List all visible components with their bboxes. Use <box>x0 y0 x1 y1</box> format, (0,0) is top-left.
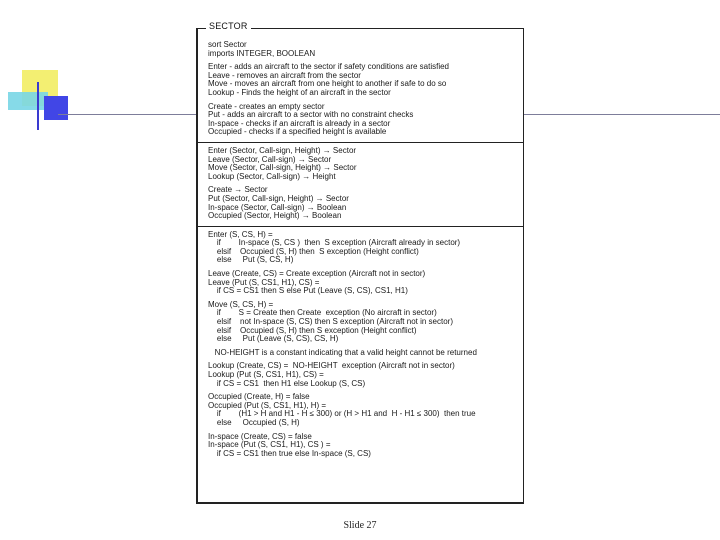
spec-line: Leave (Sector, Call-sign) → Sector <box>208 155 332 164</box>
spec-line: if CS = CS1 then H1 else Lookup (S, CS) <box>208 379 366 388</box>
spec-section <box>198 143 523 227</box>
spec-line: Enter (Sector, Call-sign, Height) → Sector <box>208 146 357 155</box>
spec-line: In-space (Create, CS) = false <box>208 432 312 441</box>
spec-line: if S = Create then Create exception (No aircraft in sector) <box>208 309 437 318</box>
spec-line: Put - adds an aircraft to a sector with no constraint checks <box>208 111 414 120</box>
spec-line: Occupied (Put (S, CS1, H1), H) = <box>208 401 327 410</box>
spec-line: else Occupied (S, H) <box>208 418 300 427</box>
spec-line: Enter - adds an aircraft to the sector if safety conditions are satisfied <box>208 63 450 72</box>
spec-line: Lookup (Put (S, CS1, H1), CS) = <box>208 371 324 379</box>
spec-line: elsif not In-space (S, CS) then S exception (Aircraft not in sector) <box>208 318 453 327</box>
spec-line: Create → Sector <box>208 186 268 195</box>
spec-line: elsif Occupied (S, H) then S exception (Height conflict) <box>208 326 417 335</box>
spec-line: Occupied (Create, H) = false <box>208 393 310 402</box>
decor-vertical-line <box>37 82 39 130</box>
spec-line: In-space - checks if an aircraft is already in a sector <box>208 119 391 128</box>
spec-line: Occupied (Sector, Height) → Boolean <box>208 212 342 221</box>
sector-specification-box <box>196 28 524 504</box>
spec-line: In-space (Put (S, CS1, H1), CS ) = <box>208 441 331 450</box>
spec-line: Leave (Create, CS) = Create exception (Aircraft not in sector) <box>208 270 426 279</box>
spec-line: if CS = CS1 then true else In-space (S, CS) <box>208 449 371 458</box>
spec-line: Occupied - checks if a specified height is available <box>208 128 387 137</box>
spec-section <box>198 29 523 143</box>
spec-line: Leave - removes an aircraft from the sector <box>208 71 361 80</box>
spec-line: if In-space (S, CS ) then S exception (Aircraft already in sector) <box>208 239 461 248</box>
spec-line: Enter (S, CS, H) = <box>208 230 273 239</box>
spec-line: else Put (Leave (S, CS), CS, H) <box>208 335 339 344</box>
spec-line: Lookup - Finds the height of an aircraft in the sector <box>208 88 391 97</box>
decor-cyan-bar <box>8 92 48 110</box>
spec-line: Create - creates an empty sector <box>208 102 325 111</box>
spec-title: SECTOR <box>206 21 251 31</box>
spec-line: elsif Occupied (S, H) then S exception (Height conflict) <box>208 247 419 256</box>
spec-line: imports INTEGER, BOOLEAN <box>208 49 316 58</box>
spec-line: sort Sector <box>208 41 247 49</box>
spec-line: Move (Sector, Call-sign, Height) → Sector <box>208 164 357 173</box>
slide-number: Slide 27 <box>343 520 377 531</box>
spec-line: if CS = CS1 then S else Put (Leave (S, CS), CS1, H1) <box>208 287 408 296</box>
spec-line: if (H1 > H and H1 - H ≤ 300) or (H > H1 and H - H1 ≤ 300) then true <box>208 410 476 419</box>
decor-blue-square <box>44 96 68 120</box>
spec-line: else Put (S, CS, H) <box>208 256 294 265</box>
spec-line: Move (S, CS, H) = <box>208 300 274 309</box>
spec-line: Move - moves an aircraft from one height to another if safe to do so <box>208 80 447 89</box>
spec-section <box>198 227 523 464</box>
spec-line: Lookup (Sector, Call-sign) → Height <box>208 172 336 181</box>
spec-line: Leave (Put (S, CS1, H1), CS) = <box>208 278 320 287</box>
spec-line: NO-HEIGHT is a constant indicating that a valid height cannot be returned <box>208 348 477 357</box>
spec-line: Lookup (Create, CS) = NO-HEIGHT exception (Aircraft not in sector) <box>208 362 455 371</box>
spec-line: In-space (Sector, Call-sign) → Boolean <box>208 203 347 212</box>
spec-line: Put (Sector, Call-sign, Height) → Sector <box>208 194 349 203</box>
